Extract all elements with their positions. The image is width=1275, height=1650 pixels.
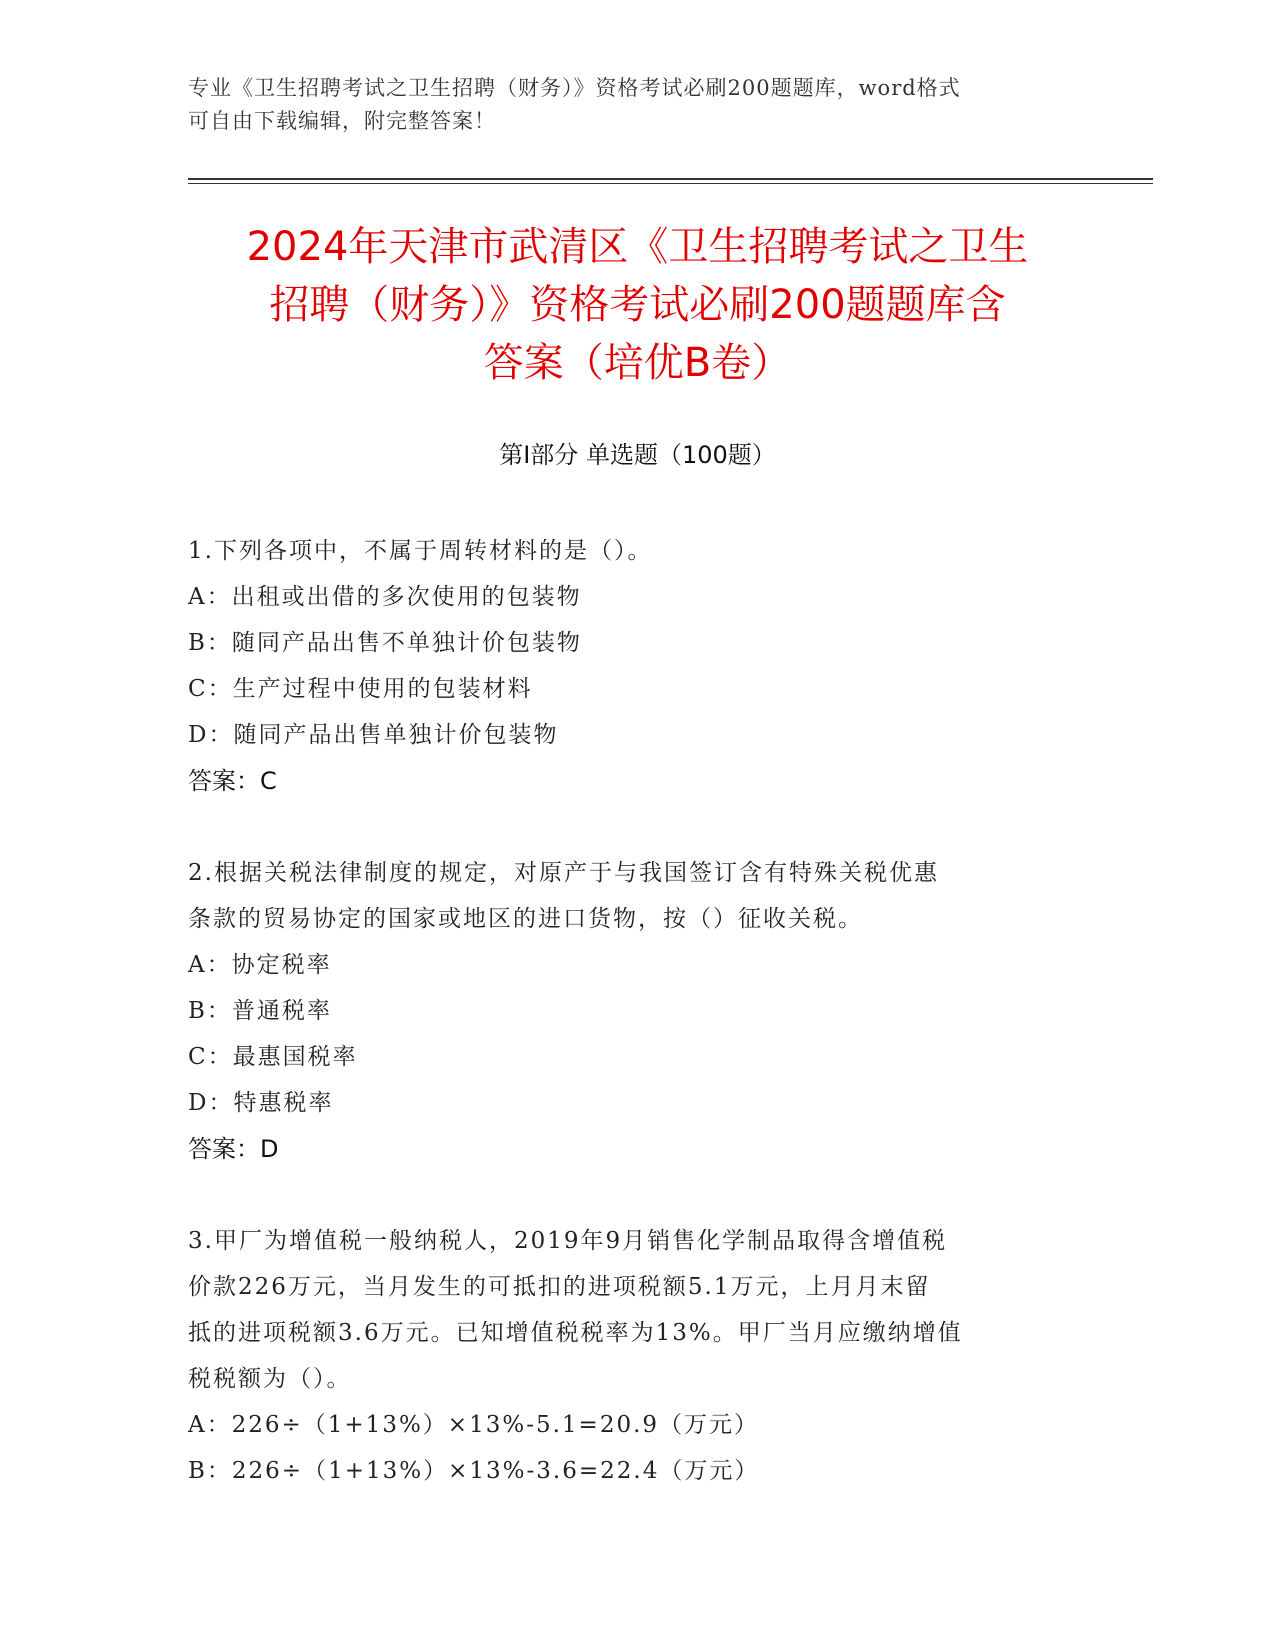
document-title-line-2: 招聘（财务）》资格考试必刷200题题库含 (269, 282, 1006, 328)
section-heading: 第Ⅰ部分 单选题（100题） (499, 441, 776, 469)
option-b: B：随同产品出售不单独计价包装物 (188, 630, 582, 656)
option-b: B：普通税率 (188, 998, 332, 1024)
answer: 答案：C (188, 767, 277, 795)
answer: 答案：D (188, 1135, 279, 1163)
question-stem-line-3: 抵的进项税额3.6万元。已知增值税税率为13%。甲厂当月应缴纳增值 (188, 1320, 963, 1346)
document-title-line-1: 2024年天津市武清区《卫生招聘考试之卫生 (246, 224, 1029, 270)
question-list (188, 528, 1078, 1540)
question-1 (188, 528, 1078, 804)
document-title-line-3: 答案（培优B卷） (483, 340, 792, 386)
option-d: D：特惠税率 (188, 1090, 334, 1116)
option-a: A：协定税率 (188, 952, 332, 978)
option-a: A：出租或出借的多次使用的包装物 (188, 584, 582, 610)
header-note-line-1: 专业《卫生招聘考试之卫生招聘（财务）》资格考试必刷200题题库，word格式 (188, 76, 961, 100)
option-c: C：生产过程中使用的包装材料 (188, 676, 533, 702)
question-stem-line-1: 3.甲厂为增值税一般纳税人，2019年9月销售化学制品取得含增值税 (188, 1228, 948, 1254)
question-stem-line-1: 2.根据关税法律制度的规定，对原产于与我国签订含有特殊关税优惠 (188, 860, 939, 886)
header-divider-thick (188, 178, 1153, 180)
option-a: A：226÷（1+13%）×13%-5.1=20.9（万元） (188, 1412, 760, 1438)
question-stem: 1.下列各项中，不属于周转材料的是（）。 (188, 538, 653, 564)
option-b: B：226÷（1+13%）×13%-3.6=22.4（万元） (188, 1458, 760, 1484)
question-stem-line-2: 价款226万元，当月发生的可抵扣的进项税额5.1万元，上月月末留 (188, 1274, 931, 1300)
question-2 (188, 850, 1078, 1172)
header-note-line-2: 可自由下载编辑，附完整答案！ (188, 109, 496, 133)
header-note (188, 72, 1068, 138)
question-stem-line-2: 条款的贸易协定的国家或地区的进口货物，按（）征收关税。 (188, 906, 863, 932)
option-c: C：最惠国税率 (188, 1044, 358, 1070)
document-title (160, 218, 1115, 392)
header-divider-thin (188, 183, 1153, 184)
question-3 (188, 1218, 1078, 1494)
question-stem-line-4: 税税额为（）。 (188, 1366, 352, 1392)
option-d: D：随同产品出售单独计价包装物 (188, 722, 559, 748)
